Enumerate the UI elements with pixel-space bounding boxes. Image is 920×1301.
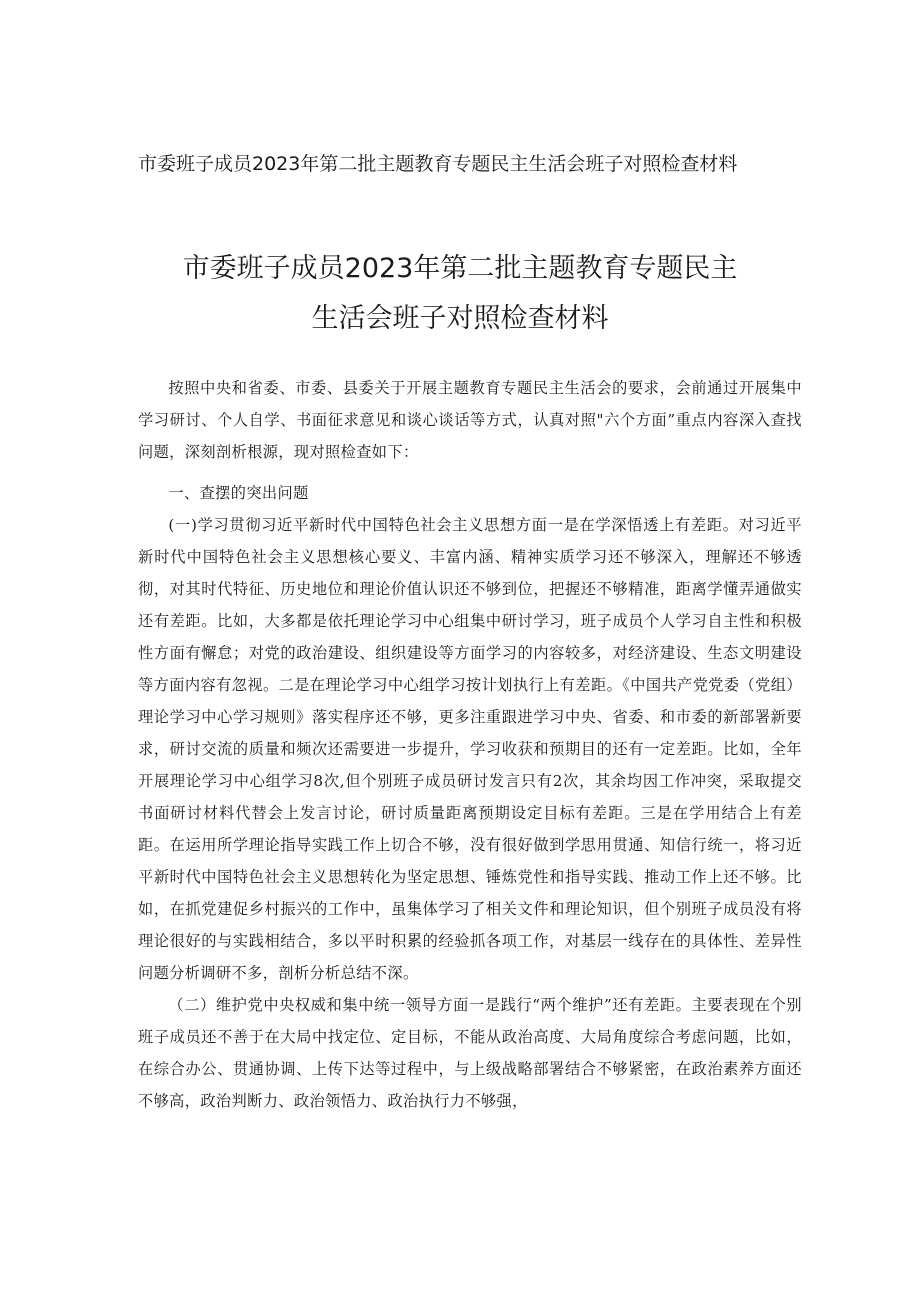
intro-paragraph: 按照中央和省委、市委、县委关于开展主题教育专题民主生活会的要求，会前通过开展集中学习研讨、个人自学、书面征求意见和谈心谈话等方式，认真对照"六个方面”重点内容深入查找问题，深刻剖析根源，现对照检查如下： [138,379,802,461]
main-title [150,244,770,344]
document-body [138,372,802,1117]
section-heading: 一、查摆的突出问题 [168,484,309,502]
running-title: 市委班子成员2023年第二批主题教育专题民主生活会班子对照检查材料 [138,153,738,175]
body-paragraph: (一)学习贯彻习近平新时代中国特色社会主义思想方面一是在学深悟透上有差距。对习近平新时代中国特色社会主义思想核心要义、丰富内涵、精神实质学习还不够深入，理解还不够透彻，对其时代特征、历史地位和理论价值认识还不够到位，把握还不够精准，距离学懂弄通做实还有差距。比如，大多都是依托理论学习中心组集中研讨学习，班子成员个人学习自主性和积极性方面有懈怠；对党的政治建设、组织建设等方面学习的内容较多，对经济建设、生态文明建设等方面内容有忽视。二是在理论学习中心组学习按计划执行上有差距。《中国共产党党委（党组）理论学习中心学习规则》落实程序还不够，更多注重跟进学习中央、省委、和市委的新部署新要求，研讨交流的质量和频次还需要进一步提升，学习收获和预期目的还有一定差距。比如，全年开展理论学习中心组学习8次,但个别班子成员研讨发言只有2次，其余均因工作冲突，采取提交书面研讨材料代替会上发言讨论，研讨质量距离预期设定目标有差距。三是在学用结合上有差距。在运用所学理论指导实践工作上切合不够，没有很好做到学思用贯通、知信行统一，将习近平新时代中国特色社会主义思想转化为坚定思想、锤炼党性和指导实践、推动工作上还不够。比如，在抓党建促乡村振兴的工作中，虽集体学习了相关文件和理论知识，但个别班子成员没有将理论很好的与实践相结合，多以平时积累的经验抓各项工作，对基层一线存在的具体性、差异性问题分析调研不多，剖析分析总结不深。 [138,516,802,982]
main-title-line-1: 市委班子成员2023年第二批主题教育专题民主 [182,253,738,284]
main-title-line-2: 生活会班子对照检查材料 [311,303,609,334]
body-paragraph: （二）维护党中央权威和集中统一领导方面一是践行“两个维护”还有差距。主要表现在个别班子成员还不善于在大局中找定位、定目标，不能从政治高度、大局角度综合考虑问题，比如，在综合办公、贯通协调、上传下达等过程中，与上级战略部署结合不够紧密，在政治素养方面还不够高，政治判断力、政治领悟力、政治执行力不够强， [138,996,802,1110]
